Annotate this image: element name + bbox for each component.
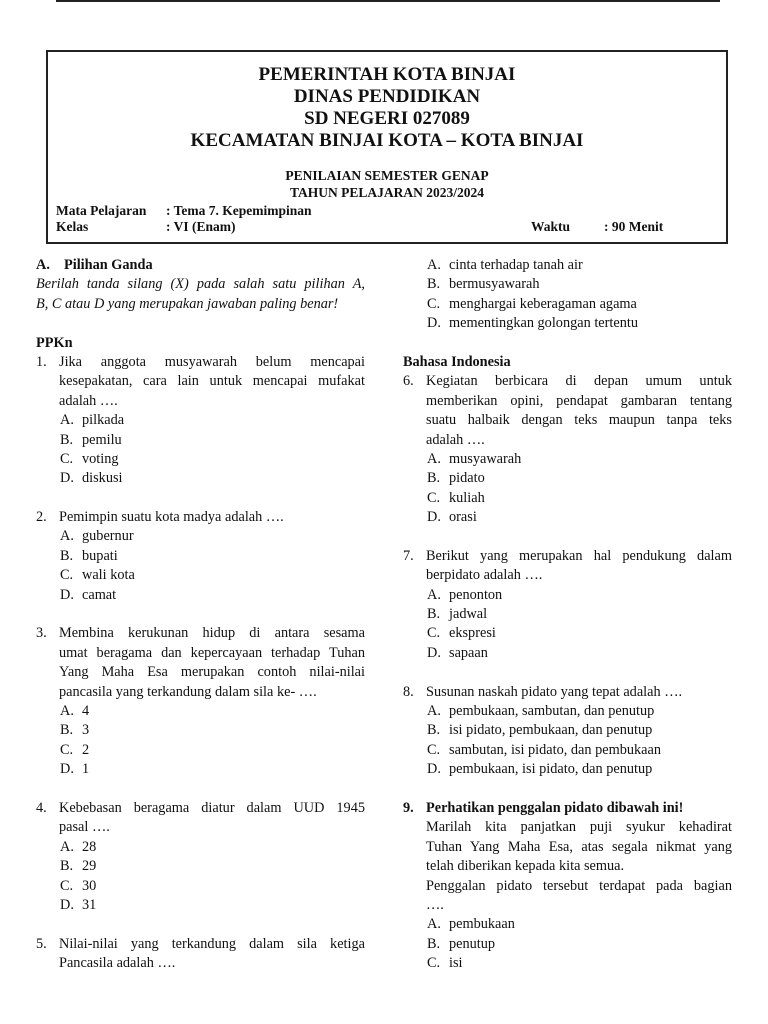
question-text: kesepakatan, cara lain untuk mencapai mufakat bbox=[59, 373, 365, 390]
answer-option[interactable]: D. 1 bbox=[60, 761, 90, 778]
question-text: pancasila yang terkandung dalam sila ke- …. bbox=[59, 683, 317, 700]
question-2 bbox=[36, 508, 365, 605]
question-number: 3. bbox=[36, 625, 47, 642]
answer-option[interactable]: C. isi bbox=[427, 955, 463, 972]
question-number: 1. bbox=[36, 353, 47, 370]
answer-option[interactable]: D. diskusi bbox=[60, 470, 123, 487]
answer-option[interactable]: B. jadwal bbox=[427, 606, 488, 623]
question-text: adalah …. bbox=[426, 431, 485, 448]
quote-text: Marilah kita panjatkan puji syukur kehadirat bbox=[426, 819, 732, 836]
question-number: 9. bbox=[403, 799, 414, 816]
answer-option[interactable]: B. isi pidato, pembukaan, dan penutup bbox=[427, 722, 653, 739]
answer-option[interactable]: C. voting bbox=[60, 450, 119, 467]
question-number: 6. bbox=[403, 373, 414, 390]
question-text: Penggalan pidato tersebut terdapat pada bagian bbox=[426, 877, 732, 894]
right-column bbox=[403, 256, 732, 973]
district-title: KECAMATAN BINJAI KOTA – KOTA BINJAI bbox=[190, 130, 584, 151]
subject-heading-ppkn: PPKn bbox=[36, 334, 73, 351]
answer-option[interactable]: A. pembukaan, sambutan, dan penutup bbox=[427, 702, 655, 719]
government-title: PEMERINTAH KOTA BINJAI bbox=[258, 64, 516, 85]
question-number: 2. bbox=[36, 509, 47, 526]
question-text: 3. Membina kerukunan hidup di antara sesama bbox=[36, 624, 365, 643]
question-5-options bbox=[403, 256, 732, 334]
question-7 bbox=[403, 547, 732, 663]
answer-option[interactable]: A. pilkada bbox=[60, 412, 125, 429]
class-label: Kelas bbox=[56, 219, 89, 234]
class-value: : VI (Enam) bbox=[166, 219, 236, 234]
question-text: Pancasila adalah …. bbox=[59, 955, 176, 972]
question-text: Yang Maha Esa merupakan contoh nilai-nilai bbox=[59, 664, 365, 681]
question-heading: 9. Perhatikan penggalan pidato dibawah ini! bbox=[403, 799, 732, 818]
time-value: : 90 Menit bbox=[604, 219, 664, 234]
top-rule bbox=[56, 0, 720, 2]
answer-option[interactable]: C. kuliah bbox=[427, 489, 485, 506]
answer-option[interactable]: A. pembukaan bbox=[427, 916, 515, 933]
question-3 bbox=[36, 624, 365, 779]
answer-option[interactable]: A. penonton bbox=[427, 586, 503, 603]
answer-option[interactable]: A. 28 bbox=[60, 838, 97, 855]
question-text: …. bbox=[426, 896, 444, 913]
answer-option[interactable]: C. wali kota bbox=[60, 567, 135, 584]
question-text: suatu halbaik dengan teks maupun tanpa teks bbox=[426, 412, 732, 429]
question-text: 7. Berikut yang merupakan hal pendukung dalam bbox=[403, 547, 732, 566]
answer-option[interactable]: B. pidato bbox=[427, 470, 485, 487]
section-heading: A. Pilihan Ganda bbox=[36, 257, 153, 273]
answer-option[interactable]: D. mementingkan golongan tertentu bbox=[427, 315, 638, 332]
answer-option[interactable]: A. 4 bbox=[60, 702, 90, 719]
question-text: memberikan opini, pendapat gambaran tentang bbox=[426, 392, 732, 409]
answer-option[interactable]: D. 31 bbox=[60, 896, 97, 913]
question-4 bbox=[36, 799, 365, 915]
question-number: 8. bbox=[403, 683, 414, 700]
answer-option[interactable]: A. cinta terhadap tanah air bbox=[427, 257, 583, 273]
answer-option[interactable]: D. sapaan bbox=[427, 644, 488, 661]
question-text: 5. Nilai-nilai yang terkandung dalam sila ketiga bbox=[36, 935, 365, 954]
answer-option[interactable]: C. ekspresi bbox=[427, 625, 496, 642]
department-title: DINAS PENDIDIKAN bbox=[293, 86, 481, 107]
answer-option[interactable]: C. 2 bbox=[60, 741, 90, 758]
question-text: 6. Kegiatan berbicara di depan umum untuk bbox=[403, 372, 732, 391]
question-number: 4. bbox=[36, 799, 47, 816]
quote-text: telah diberikan kepada kita semua. bbox=[426, 858, 625, 875]
answer-option[interactable]: C. 30 bbox=[60, 877, 97, 894]
answer-option[interactable]: B. bermusyawarah bbox=[427, 276, 540, 293]
subject-heading-bahasa-indonesia: Bahasa Indonesia bbox=[403, 353, 511, 370]
question-9 bbox=[403, 799, 732, 974]
exam-title: PENILAIAN SEMESTER GENAP bbox=[285, 168, 489, 183]
question-1 bbox=[36, 353, 365, 489]
question-number: 5. bbox=[36, 935, 47, 952]
instruction-line: B, C atau D yang merupakan jawaban paling benar! bbox=[36, 295, 339, 312]
exam-header bbox=[46, 50, 728, 244]
answer-option[interactable]: B. pemilu bbox=[60, 431, 122, 448]
answer-option[interactable]: B. bupati bbox=[60, 547, 118, 564]
question-text: umat beragama dan kepercayaan terhadap Tuhan bbox=[59, 644, 365, 661]
subject-label: Mata Pelajaran bbox=[56, 203, 147, 218]
question-8 bbox=[403, 683, 732, 780]
question-text: berpidato adalah …. bbox=[426, 567, 543, 584]
answer-option[interactable]: B. 29 bbox=[60, 858, 97, 875]
answer-option[interactable]: A. musyawarah bbox=[427, 450, 522, 467]
question-text: 1. Jika anggota musyawarah belum mencapai bbox=[36, 353, 365, 372]
school-year: TAHUN PELAJARAN 2023/2024 bbox=[289, 185, 484, 200]
answer-option[interactable]: D. camat bbox=[60, 586, 117, 603]
answer-option[interactable]: C. menghargai keberagaman agama bbox=[427, 295, 637, 312]
answer-option[interactable]: A. gubernur bbox=[60, 528, 134, 545]
question-5 bbox=[36, 935, 365, 974]
answer-option[interactable]: C. sambutan, isi pidato, dan pembukaan bbox=[427, 741, 662, 758]
question-text: pasal …. bbox=[59, 819, 110, 836]
time-label: Waktu bbox=[531, 219, 571, 234]
instruction-line: Berilah tanda silang (X) pada salah satu pilihan A, bbox=[36, 276, 365, 293]
question-text: 8. Susunan naskah pidato yang tepat adalah …. bbox=[403, 683, 732, 702]
quote-text: Tuhan Yang Maha Esa, atas segala nikmat yang bbox=[426, 838, 732, 855]
answer-option[interactable]: B. penutup bbox=[427, 935, 496, 952]
subject-value: : Tema 7. Kepemimpinan bbox=[166, 203, 312, 218]
answer-option[interactable]: D. pembukaan, isi pidato, dan penutup bbox=[427, 761, 653, 778]
left-column bbox=[36, 256, 365, 973]
answer-option[interactable]: D. orasi bbox=[427, 509, 477, 526]
question-6 bbox=[403, 372, 732, 527]
school-name: SD NEGERI 027089 bbox=[304, 108, 470, 129]
question-text: adalah …. bbox=[59, 392, 118, 409]
question-text: 2. Pemimpin suatu kota madya adalah …. bbox=[36, 508, 365, 527]
question-number: 7. bbox=[403, 547, 414, 564]
answer-option[interactable]: B. 3 bbox=[60, 722, 90, 739]
question-text: 4. Kebebasan beragama diatur dalam UUD 1945 bbox=[36, 799, 365, 818]
